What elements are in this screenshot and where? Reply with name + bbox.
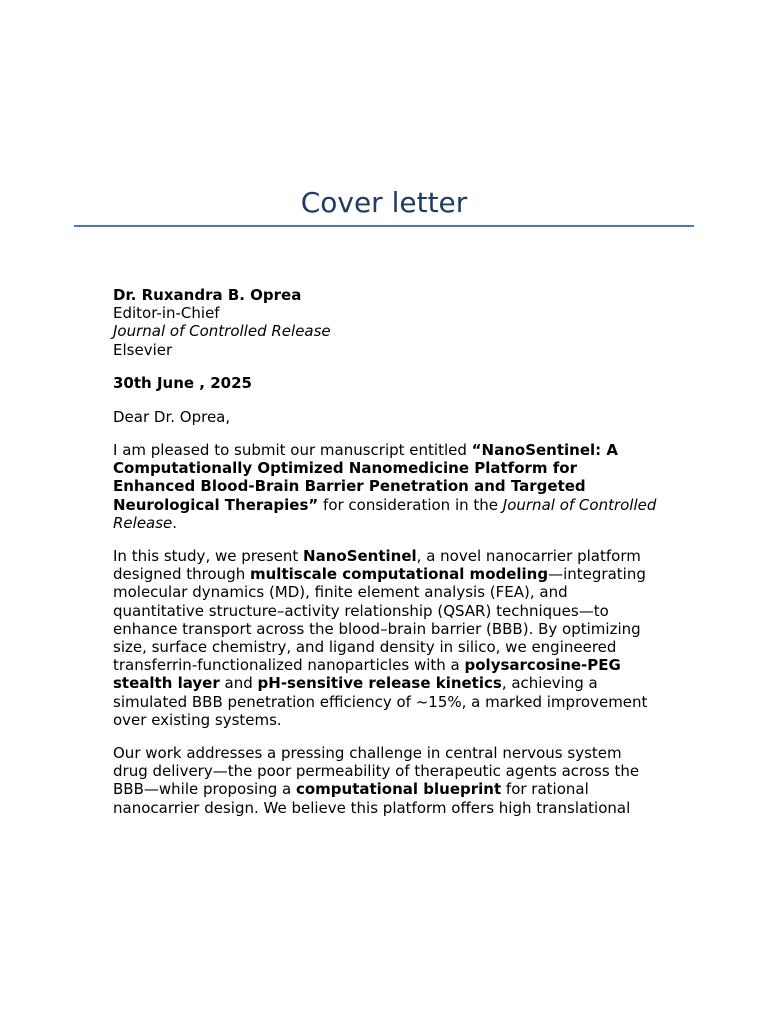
paragraph-1-text: I am pleased to submit our manuscript entitled	[113, 441, 472, 459]
paragraph-3-text: Our work addresses a pressing challenge in central nervous system drug delivery—the poor permeability of therapeutic agents across the BBB—while proposing a	[113, 744, 640, 799]
paragraph-2-text: , achieving a simulated BBB penetration efficiency of ~15%, a marked improvement over existing systems.	[113, 674, 648, 729]
paragraph-2-text: , a novel nanocarrier platform designed through	[113, 547, 641, 584]
page-title: Cover letter	[300, 186, 468, 219]
manuscript-title: “NanoSentinel: A Computationally Optimized Nanomedicine Platform for Enhanced Blood-Brain Barrier Penetration and Targeted Neurological Therapies”	[113, 441, 618, 514]
paragraph-2-text: and	[219, 674, 258, 693]
title-divider	[74, 225, 694, 227]
bold-phrase: computational blueprint	[295, 780, 502, 799]
bold-phrase: polysarcosine-PEG stealth layer	[113, 656, 621, 693]
paragraph-2-text: In this study, we present	[113, 547, 304, 565]
paragraph-1-text: .	[172, 513, 178, 532]
recipient-publisher: Elsevier	[113, 340, 173, 359]
bold-phrase: pH-sensitive release kinetics	[257, 674, 502, 693]
paragraph-3-text: for rational nanocarrier design. We believe this platform offers high translational	[113, 780, 631, 817]
paragraph-2	[113, 547, 658, 729]
recipient-name: Dr. Ruxandra B. Oprea	[113, 286, 302, 304]
paragraph-3	[113, 744, 658, 817]
letter-date: 30th June , 2025	[113, 374, 252, 392]
recipient-role: Editor-in-Chief	[113, 304, 220, 323]
recipient-journal: Journal of Controlled Release	[113, 322, 331, 341]
bold-phrase: multiscale computational modeling	[250, 565, 549, 584]
greeting: Dear Dr. Oprea,	[113, 408, 231, 426]
recipient-block	[113, 286, 658, 359]
platform-name: NanoSentinel	[303, 547, 417, 565]
journal-name: Journal of Controlled Release	[113, 495, 657, 532]
paragraph-1	[113, 441, 658, 532]
paragraph-1-text: for consideration in the	[318, 495, 503, 514]
paragraph-2-text: —integrating molecular dynamics (MD), finite element analysis (FEA), and quantitative structure–activity relationship (QSAR) techniques—to enhance transport across the blood–brain barrier (BBB). By optimizing size, surface chemistry, and ligand density in silico, we engineered transferrin-functionalized nanoparticles with a	[113, 565, 646, 675]
